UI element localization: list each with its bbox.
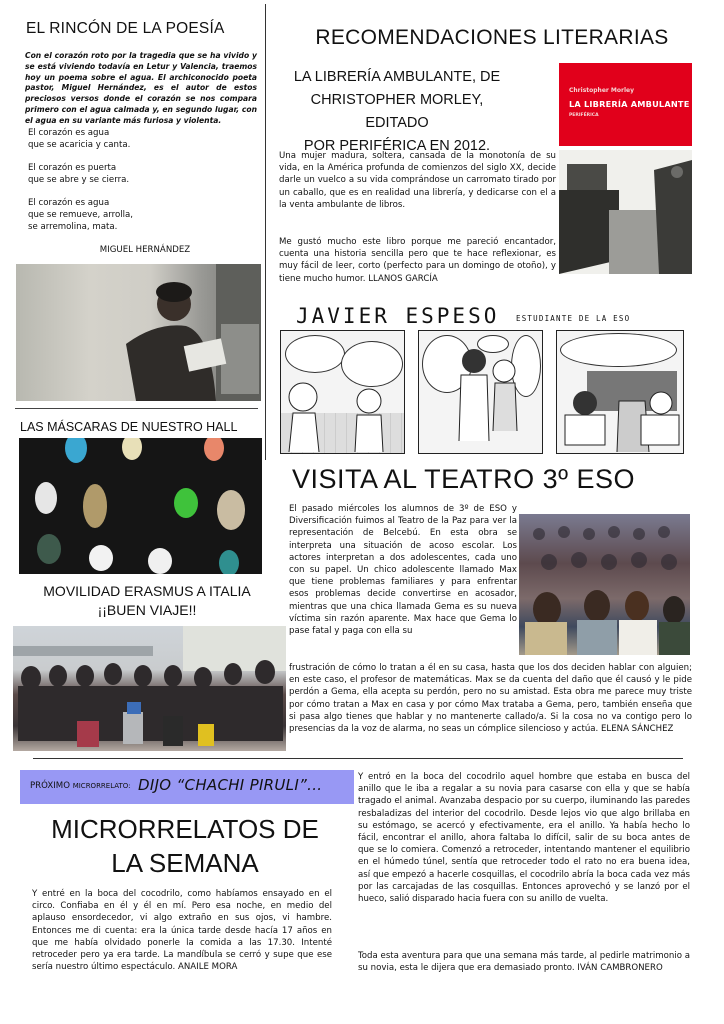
poem-line: que se abre y se cierra.: [28, 175, 130, 185]
erasmus-heading-line2: ¡¡BUEN VIAJE!!: [97, 602, 197, 618]
microrrelatos-heading-line2: LA SEMANA: [111, 848, 259, 878]
comic-author: JAVIER ESPESO: [296, 304, 500, 328]
comic-subtitle: ESTUDIANTE DE LA ESO: [516, 314, 631, 323]
poem-author: MIGUEL HERNÁNDEZ: [99, 245, 191, 255]
book-title-line3: POR PERIFÉRICA EN 2012.: [303, 138, 491, 154]
microrrelato-anaile: Y entré en la boca del cocodrilo, como habíamos ensayado en el circo. Confiaba en él y él en mí. Pero esa noche, en medio del aplauso ensordecedor, vi algo extraño en sus ojos, vi hambre. Entonces me di cuenta: era la única tarde desde hacía 17 años en que me había olvidado ponerle la comida a las 17.30. Intenté retroceder pero ya era tarde. La mandíbula se cerró y supe que ese sería nuestro último espectáculo. ANAILE MORA: [32, 889, 332, 973]
comic-panel: [418, 330, 543, 454]
next-label-main: PRÓXIMO: [30, 781, 70, 791]
book-title: [282, 66, 512, 158]
column-divider: [265, 4, 266, 460]
comic-panel: [556, 330, 684, 454]
book-title-line2: CHRISTOPHER MORLEY, EDITADO: [310, 92, 484, 131]
comic-panel: [280, 330, 405, 454]
poem-line: El corazón es puerta: [28, 163, 117, 173]
next-microrrelato-label: [30, 781, 131, 791]
erasmus-group-photo: [13, 626, 286, 751]
masks-photo: [19, 438, 262, 574]
book-cover-photo: [559, 150, 692, 274]
recommendation-summary: Una mujer madura, soltera, cansada de la monotonía de su vida, en la América profunda de comienzos del siglo XX, decide darle un vuelco a su vida comprándose un carromato tirado por un caballo, que es en realidad una librería, y dedicarse con el a la venta ambulante de libros.: [279, 151, 556, 210]
cover-author: Christopher Morley: [569, 87, 635, 94]
poem-stanza: [28, 197, 248, 233]
poem-stanza: [28, 127, 248, 151]
poem-line: que se acaricia y canta.: [28, 140, 131, 150]
book-title-line1: LA LIBRERÍA AMBULANTE, DE: [293, 69, 501, 85]
section-divider: [33, 758, 683, 759]
erasmus-heading-line1: MOVILIDAD ERASMUS A ITALIA: [43, 583, 251, 599]
poem-stanza: [28, 162, 248, 186]
poem-line: El corazón es agua: [28, 198, 110, 208]
cover-publisher: PERIFÉRICA: [569, 113, 599, 118]
poesia-heading: EL RINCÓN DE LA POESÍA: [26, 20, 225, 37]
microrrelatos-heading-line1: MICRORRELATOS DE: [51, 814, 319, 844]
comic-classroom-icon: [557, 331, 682, 452]
poet-photo: [16, 264, 261, 401]
microrrelato-ivan-ending: Toda esta aventura para que una semana más tarde, al pedirle matrimonio a su novia, esta le dijera que era demasiado pronto. IVÁN CAMBRONERO: [358, 951, 690, 974]
group-silhouette-icon: [13, 626, 286, 751]
comic-characters-icon: [281, 331, 403, 452]
teatro-heading: VISITA AL TEATRO 3º ESO: [292, 464, 635, 494]
poesia-intro: Con el corazón roto por la tragedia que se ha vivido y se está viviendo todavía en Letur y Valencia, traemos hoy un poema sobre el agua. El archiconocido poeta pastor, Miguel Hernández, es el autor de estos preciosos versos donde el corazón se nos compara primero con el agua calmada y, en segundo lugar, con el agua en su variante más furiosa y violenta.: [25, 51, 257, 125]
poem-line: El corazón es agua: [28, 128, 110, 138]
book-cover: [559, 63, 692, 146]
poet-silhouette-icon: [16, 264, 261, 401]
recommendation-opinion: Me gustó mucho este libro porque me pareció encantador, cuenta una historia sencilla pero que te hace reflexionar, es muy fácil de leer, corto (perfecto para un domingo de otoño), y tiene mucho humor. LLANOS GARCÍA: [279, 237, 556, 284]
recomendaciones-heading: RECOMENDACIONES LITERARIAS: [315, 26, 669, 49]
poem-line: que se remueve, arrolla,: [28, 210, 134, 220]
teatro-text-part2: frustración de cómo lo tratan a él en su casa, hasta que los dos deciden hablar con alguien; en este caso, el profesor de matemáticas. Max se da cuenta del daño que él causó y le pide perdón a Gema, ella acepta su perdón, pero no su amistad. Esta obra me parece muy triste por cómo tratan a Max en casa y por cómo Max trataba a Gema, pero, también enseña que si pasa algo tienes que hablar y no mantenerte callado/a. Si la cosa no va contigo pero lo presencias da la voz de alarma, no seas un cómplice silencioso y actúa. ELENA SÁNCHEZ: [289, 663, 692, 735]
teatro-text-part1: El pasado miércoles los alumnos de 3º de ESO y Diversificación fuimos al Teatro de la Paz para ver la representación de Belcebú. En esta obra se interpreta una situación de acoso escolar. Los actores interpretan a dos adolescentes, cada uno con su papel. Un chico adolescente llamado Max que tiene problemas familiares y para enfrentar esos problemas decide convertirse en acosador, mientras que una chica llamada Gema es su nueva víctima sin razón aparente. Max hace que Gema lo pase fatal y paga con ella su: [289, 504, 517, 637]
masks-illustration-icon: [19, 438, 262, 574]
comic-characters-icon: [419, 331, 541, 452]
audience-silhouette-icon: [519, 514, 690, 655]
poem-line: se arremolina, mata.: [28, 222, 118, 232]
microrrelato-ivan: Y entró en la boca del cocodrilo aquel hombre que estaba en busca del anillo que le iba a regalar a su novia para casarse con ella y que se había tragado el animal. Avanzaba despacio por su cuerpo, iluminando las paredes resbaladizas del interior del cocodrilo. Desde lejos vio que algo brillaba en su estómago, se acercó y efectivamente, era el anillo. Ya había hecho lo fácil, encontrar el anillo, ahora faltaba lo difícil, salir de su boca antes de que se lo comiera. Comenzó a retroceder, intentando mantener el equilibrio en el húmedo túnel, sentía que retroceder todo el rato no era buena idea, así que empezó a hacerle cosquillas, el cocodrilo abría la boca cada vez más por las carcajadas de las cosquillas. Entonces aprovechó y se lanzó por el hueco, salió disparado hacia fuera con su anillo de vuelta.: [358, 772, 690, 905]
cover-title: LA LIBRERÍA AMBULANTE: [569, 99, 690, 109]
theatre-audience-photo: [519, 514, 690, 655]
horse-carriage-icon: [559, 150, 692, 274]
microrrelatos-heading: [20, 812, 350, 880]
mascaras-heading: LAS MÁSCARAS DE NUESTRO HALL: [20, 420, 238, 434]
next-microrrelato-banner: [20, 770, 354, 804]
next-microrrelato-title: DIJO “CHACHI PIRULI”...: [138, 776, 323, 794]
section-divider: [15, 408, 258, 409]
next-label-small: MICRORRELATO:: [72, 782, 131, 790]
erasmus-heading: [22, 582, 272, 620]
